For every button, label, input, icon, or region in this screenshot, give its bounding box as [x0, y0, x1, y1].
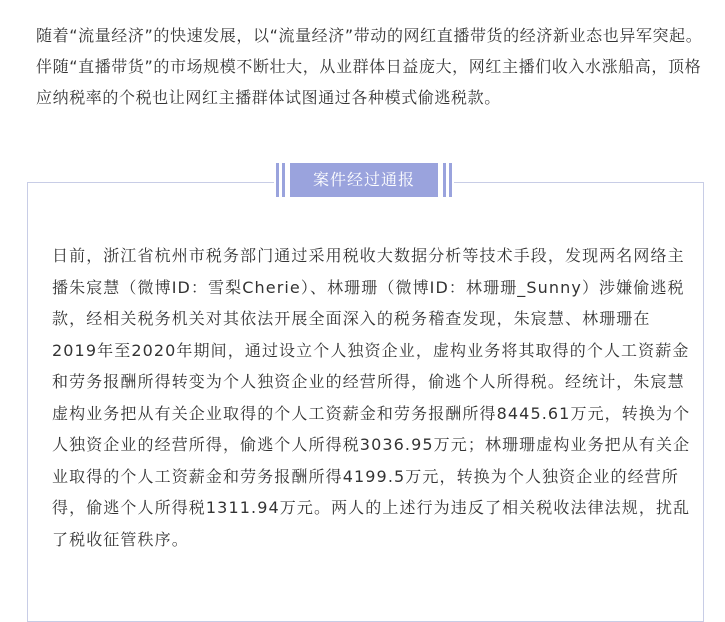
intro-paragraph: 随着“流量经济”的快速发展，以“流量经济”带动的网红直播带货的经济新业态也异军突起。伴随“直播带货”的市场规模不断壮大，从业群体日益庞大，网红主播们收入水涨船高，顶格应纳税率的个税也让网红主播群体试图通过各种模式偷逃税款。 — [36, 26, 703, 107]
header-left-bar-outer — [276, 163, 279, 197]
header-right-bar-outer — [449, 163, 452, 197]
header-left-bar-inner — [282, 163, 285, 197]
case-header-title: 案件经过通报 — [290, 163, 438, 197]
case-paragraph: 日前，浙江省杭州市税务部门通过采用税收大数据分析等技术手段，发现两名网络主播朱宸慧（微博ID：雪梨Cherie）、林珊珊（微博ID：林珊珊_Sunny）涉嫌偷逃税款，经相关税务机关对其依法开展全面深入的税务稽查发现，朱宸慧、林珊珊在2019年至2020年期间，通过设立个人独资企业，虚构业务将其取得的个人工资薪金和劳务报酬所得转变为个人独资企业的经营所得，偷逃个人所得税。经统计，朱宸慧虚构业务把从有关企业取得的个人工资薪金和劳务报酬所得8445.61万元，转换为个人独资企业的经营所得，偷逃个人所得税3036.95万元；林珊珊虚构业务把从有关企业取得的个人工资薪金和劳务报酬所得4199.5万元，转换为个人独资企业的经营所得，偷逃个人所得税1311.94万元。两人的上述行为违反了相关税收法律法规，扰乱了税收征管秩序。 — [52, 246, 691, 549]
header-right-bar-inner — [443, 163, 446, 197]
case-header — [274, 163, 454, 197]
